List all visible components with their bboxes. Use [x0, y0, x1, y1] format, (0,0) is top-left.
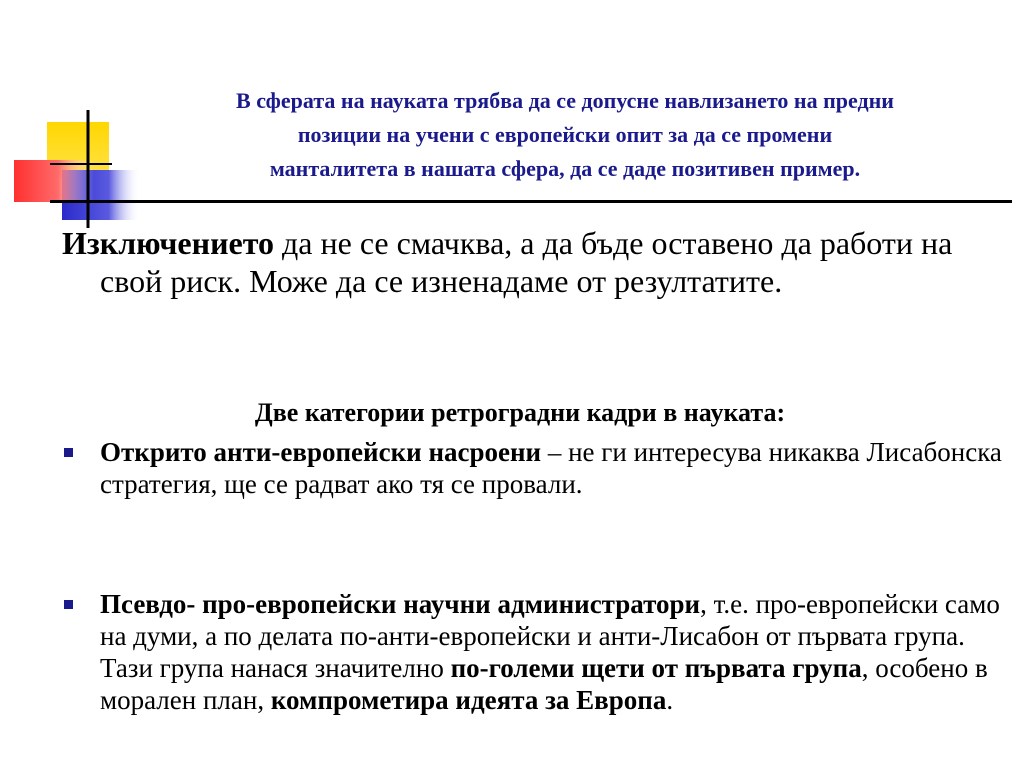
- intro-bold-term: Изключението: [62, 225, 274, 261]
- intro-paragraph: [62, 224, 1020, 300]
- bullet-2-bold: Псевдо- про-европейски научни администратори: [100, 589, 701, 619]
- title-line-3: манталитета в нашата сфера, да се даде позитивен пример.: [269, 156, 861, 181]
- title-line-2: позиции на учени с европейски опит за да се промени: [297, 122, 833, 147]
- bullet-2-bold-2: по-големи щети от първата група: [450, 653, 862, 683]
- bullet-item-1: [62, 436, 1020, 500]
- bullet-2-bold-3: компрометира идеята за Европа: [270, 685, 667, 715]
- title-underline-rule: [50, 200, 1012, 203]
- square-bullet-icon: [64, 448, 73, 457]
- bullet-1-text: – не ги интересува никаква Лисабонска стратегия, ще се радват ако тя се провали.: [100, 437, 1002, 499]
- bullet-2-text-1: , т.е. про-европейски само на думи, а по делата по-анти-европейски и анти-Лисабон от първата група. Тази група нанася значително: [100, 589, 1000, 683]
- title-line-1: В сферата на науката трябва да се допусне навлизането на предни: [236, 88, 894, 113]
- slide-title: [130, 84, 1000, 186]
- bullet-item-2: [62, 588, 1020, 716]
- bullet-2-text-3: .: [666, 685, 674, 715]
- square-bullet-icon: [64, 600, 73, 609]
- deco-red-bar: [14, 160, 94, 202]
- bullet-2-text-2: , особено в морален план,: [100, 653, 988, 715]
- bullet-1-bold: Открито анти-европейски насроени: [100, 437, 542, 467]
- intro-text: да не се смачква, а да бъде оставено да работи на свой риск. Може да се изненадаме от резултатите.: [100, 225, 953, 299]
- categories-subheading: Две категории ретроградни кадри в науката:: [254, 398, 786, 427]
